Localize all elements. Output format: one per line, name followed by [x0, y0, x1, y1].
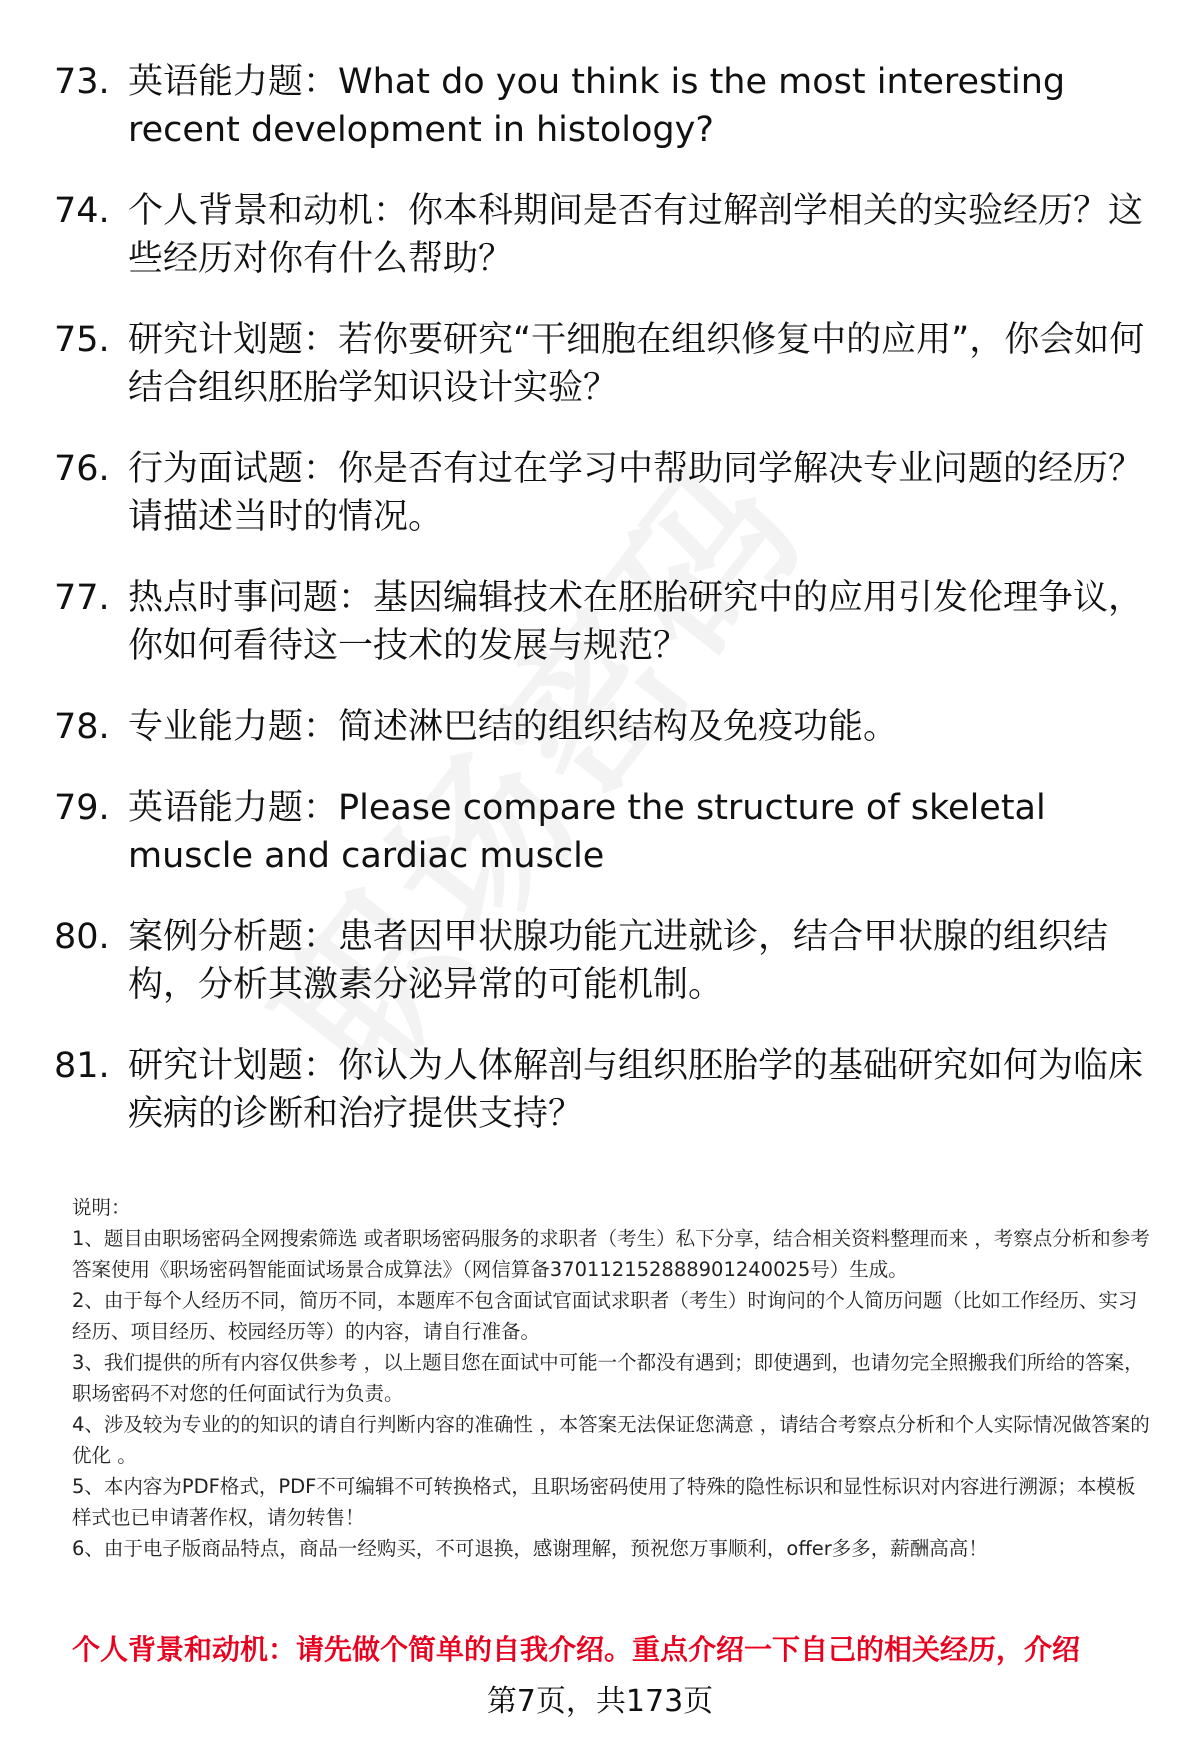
question-item: [0, 574, 1200, 670]
notes-section: [72, 1192, 1154, 1564]
question-number: 78.: [54, 707, 110, 747]
question-text: 热点时事问题：基因编辑技术在胚胎研究中的应用引发伦理争议，你如何看待这一技术的发展与规范？: [128, 578, 1144, 666]
question-item: [0, 1042, 1200, 1138]
note-item: 2、由于每个人经历不同，简历不同，本题库不包含面试官面试求职者（考生）时询问的个人简历问题（比如工作经历、实习经历、项目经历、校园经历等）的内容，请自行准备。: [72, 1289, 1138, 1343]
question-number: 74.: [54, 191, 110, 231]
question-text: 英语能力题：What do you think is the most interesting recent development in histology?: [128, 62, 1066, 150]
question-text: 案例分析题：患者因甲状腺功能亢进就诊，结合甲状腺的组织结构，分析其激素分泌异常的可能机制。: [128, 917, 1109, 1005]
next-question-preview: 个人背景和动机：请先做个简单的自我介绍。重点介绍一下自己的相关经历，介绍: [72, 1633, 1081, 1666]
question-item: [0, 913, 1200, 1009]
question-text: 行为面试题：你是否有过在学习中帮助同学解决专业问题的经历？请描述当时的情况。: [128, 449, 1144, 537]
question-text: 专业能力题：简述淋巴结的组织结构及免疫功能。: [128, 707, 899, 747]
question-number: 76.: [54, 449, 110, 489]
question-number: 79.: [54, 788, 110, 828]
note-item: 4、涉及较为专业的的知识的请自行判断内容的准确性 ，本答案无法保证您满意 ，请结合考察点分析和个人实际情况做答案的优化 。: [72, 1413, 1150, 1467]
question-item: [0, 784, 1200, 880]
page-footer: 第7页，共173页: [486, 1684, 714, 1719]
question-item: [0, 316, 1200, 412]
note-item: 3、我们提供的所有内容仅供参考 ，以上题目您在面试中可能一个都没有遇到；即使遇到，也请勿完全照搬我们所给的答案，职场密码不对您的任何面试行为负责。: [72, 1351, 1144, 1405]
question-text: 英语能力题：Please compare the structure of skeletal muscle and cardiac muscle: [128, 788, 1046, 876]
question-text: 研究计划题：你认为人体解剖与组织胚胎学的基础研究如何为临床疾病的诊断和治疗提供支持？: [128, 1046, 1144, 1134]
note-item: 1、题目由职场密码全网搜索筛选 或者职场密码服务的求职者（考生）私下分享，结合相关资料整理而来 ，考察点分析和参考答案使用《职场密码智能面试场景合成算法》（网信算备370112152888901240025号）生成。: [72, 1227, 1150, 1281]
note-item: 6、由于电子版商品特点，商品一经购买，不可退换，感谢理解，预祝您万事顺利，offer多多，薪酬高高！: [72, 1537, 988, 1560]
note-item: 5、本内容为PDF格式，PDF不可编辑不可转换格式，且职场密码使用了特殊的隐性标识和显性标识对内容进行溯源；本模板样式也已申请著作权，请勿转售！: [72, 1475, 1136, 1529]
question-list: [0, 58, 1200, 1171]
notes-title: 说明：: [72, 1196, 131, 1219]
question-number: 77.: [54, 578, 110, 618]
question-number: 81.: [54, 1046, 110, 1086]
question-number: 80.: [54, 917, 110, 957]
question-item: [0, 187, 1200, 283]
question-item: [0, 703, 1200, 751]
question-item: [0, 58, 1200, 154]
question-text: 个人背景和动机：你本科期间是否有过解剖学相关的实验经历？这些经历对你有什么帮助？: [128, 191, 1144, 279]
question-number: 75.: [54, 320, 110, 360]
question-item: [0, 445, 1200, 541]
question-number: 73.: [54, 62, 110, 102]
question-text: 研究计划题：若你要研究“干细胞在组织修复中的应用”，你会如何结合组织胚胎学知识设计实验？: [128, 320, 1145, 408]
